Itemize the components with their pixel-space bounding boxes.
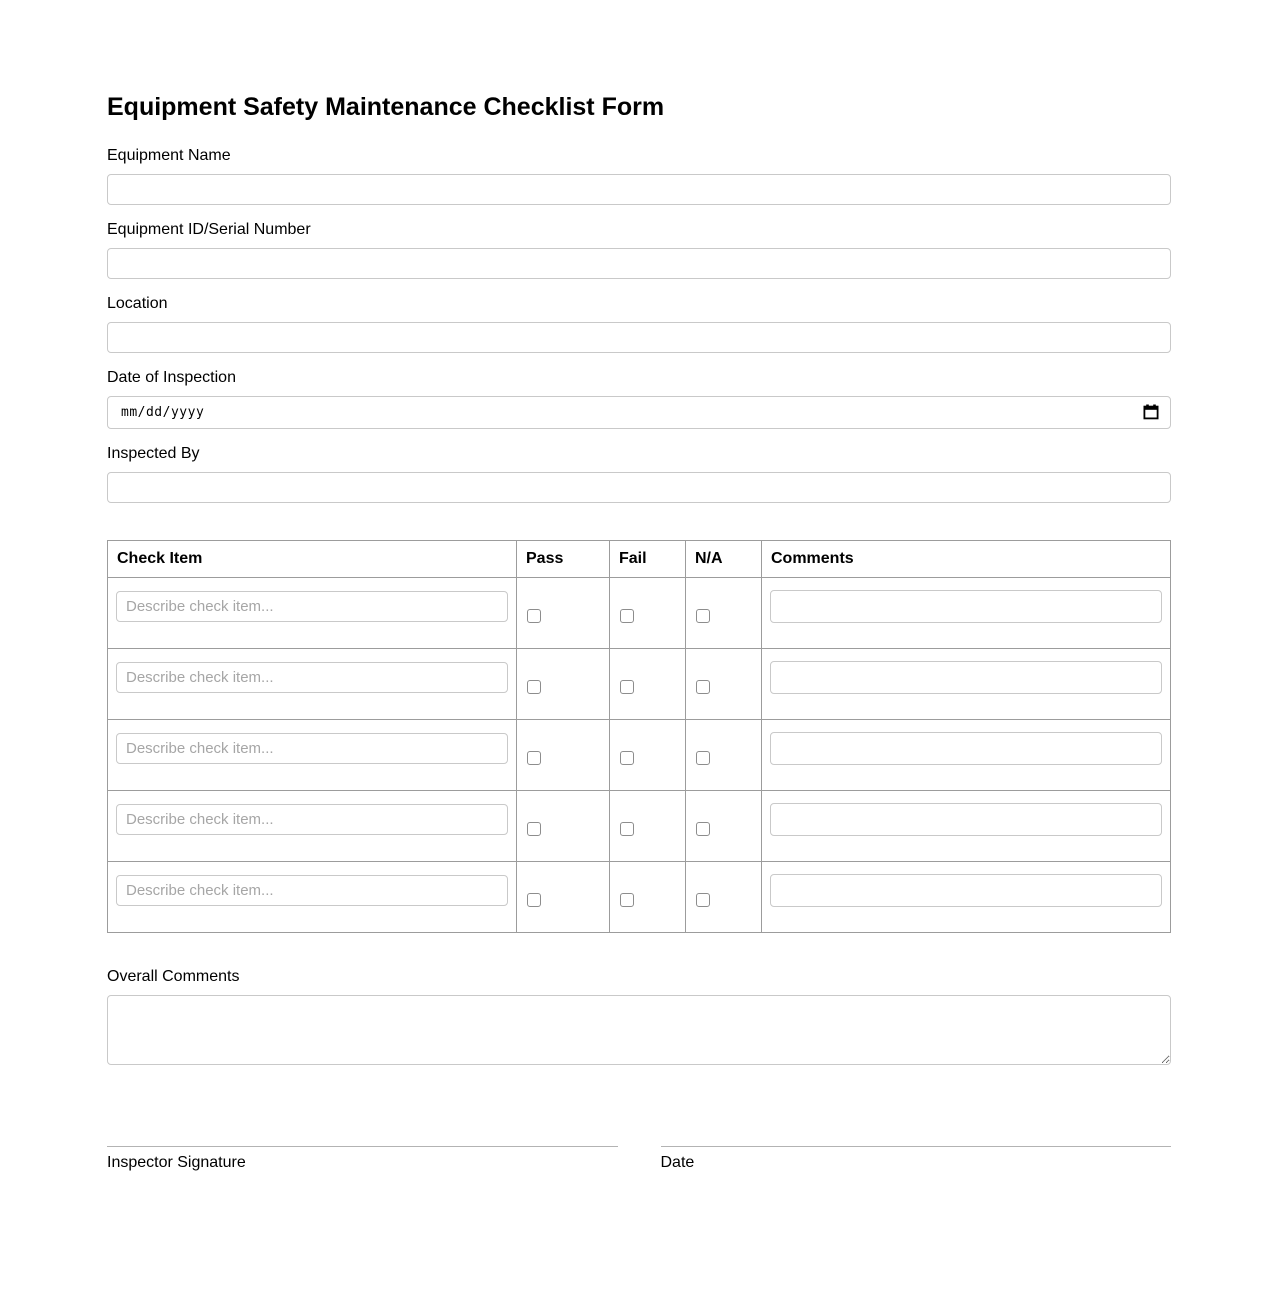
table-row <box>108 861 1171 932</box>
comments-input[interactable] <box>770 661 1162 694</box>
equipment-name-input[interactable] <box>107 174 1171 205</box>
pass-checkbox[interactable] <box>527 751 541 765</box>
signature-section <box>107 1146 1171 1172</box>
comments-input[interactable] <box>770 732 1162 765</box>
location-input[interactable] <box>107 322 1171 353</box>
check-item-input[interactable] <box>116 804 508 835</box>
date-placeholder-text: mm/dd/yyyy <box>121 404 205 420</box>
overall-comments-textarea[interactable] <box>107 995 1171 1065</box>
location-label: Location <box>107 294 168 312</box>
table-row <box>108 577 1171 648</box>
inspector-signature-label: Inspector Signature <box>107 1153 246 1171</box>
date-of-inspection-input[interactable] <box>107 396 1171 429</box>
na-checkbox[interactable] <box>696 893 710 907</box>
field-inspected-by <box>107 444 1171 503</box>
check-item-input[interactable] <box>116 591 508 622</box>
check-item-input[interactable] <box>116 733 508 764</box>
calendar-icon[interactable] <box>1143 404 1159 420</box>
fail-checkbox[interactable] <box>620 893 634 907</box>
field-overall-comments <box>107 967 1171 1065</box>
comments-input[interactable] <box>770 874 1162 907</box>
header-fail: Fail <box>610 540 686 577</box>
check-item-input[interactable] <box>116 875 508 906</box>
inspected-by-input[interactable] <box>107 472 1171 503</box>
form-container <box>107 0 1171 1172</box>
na-checkbox[interactable] <box>696 751 710 765</box>
na-checkbox[interactable] <box>696 609 710 623</box>
table-header-row <box>108 540 1171 577</box>
date-of-inspection-label: Date of Inspection <box>107 368 236 386</box>
equipment-id-input[interactable] <box>107 248 1171 279</box>
pass-checkbox[interactable] <box>527 822 541 836</box>
header-pass: Pass <box>517 540 610 577</box>
pass-checkbox[interactable] <box>527 609 541 623</box>
inspector-signature-block <box>107 1146 618 1172</box>
header-comments: Comments <box>762 540 1171 577</box>
pass-checkbox[interactable] <box>527 680 541 694</box>
date-signature-label: Date <box>660 1153 695 1171</box>
equipment-name-label: Equipment Name <box>107 146 231 164</box>
field-equipment-id <box>107 220 1171 279</box>
fail-checkbox[interactable] <box>620 680 634 694</box>
comments-input[interactable] <box>770 803 1162 836</box>
field-location <box>107 294 1171 353</box>
table-row <box>108 648 1171 719</box>
inspected-by-label: Inspected By <box>107 444 200 462</box>
inspector-signature-line <box>107 1146 618 1147</box>
table-row <box>108 790 1171 861</box>
date-signature-block <box>661 1146 1172 1172</box>
field-date-of-inspection <box>107 368 1171 429</box>
overall-comments-label: Overall Comments <box>107 967 240 985</box>
na-checkbox[interactable] <box>696 680 710 694</box>
comments-input[interactable] <box>770 590 1162 623</box>
fail-checkbox[interactable] <box>620 822 634 836</box>
header-na: N/A <box>686 540 762 577</box>
check-item-input[interactable] <box>116 662 508 693</box>
fail-checkbox[interactable] <box>620 751 634 765</box>
table-row <box>108 719 1171 790</box>
date-signature-line <box>661 1146 1172 1147</box>
header-check-item: Check Item <box>108 540 517 577</box>
field-equipment-name <box>107 146 1171 205</box>
pass-checkbox[interactable] <box>527 893 541 907</box>
na-checkbox[interactable] <box>696 822 710 836</box>
fail-checkbox[interactable] <box>620 609 634 623</box>
page-title: Equipment Safety Maintenance Checklist Form <box>107 93 665 121</box>
equipment-id-label: Equipment ID/Serial Number <box>107 220 311 238</box>
checklist-table <box>107 540 1171 933</box>
